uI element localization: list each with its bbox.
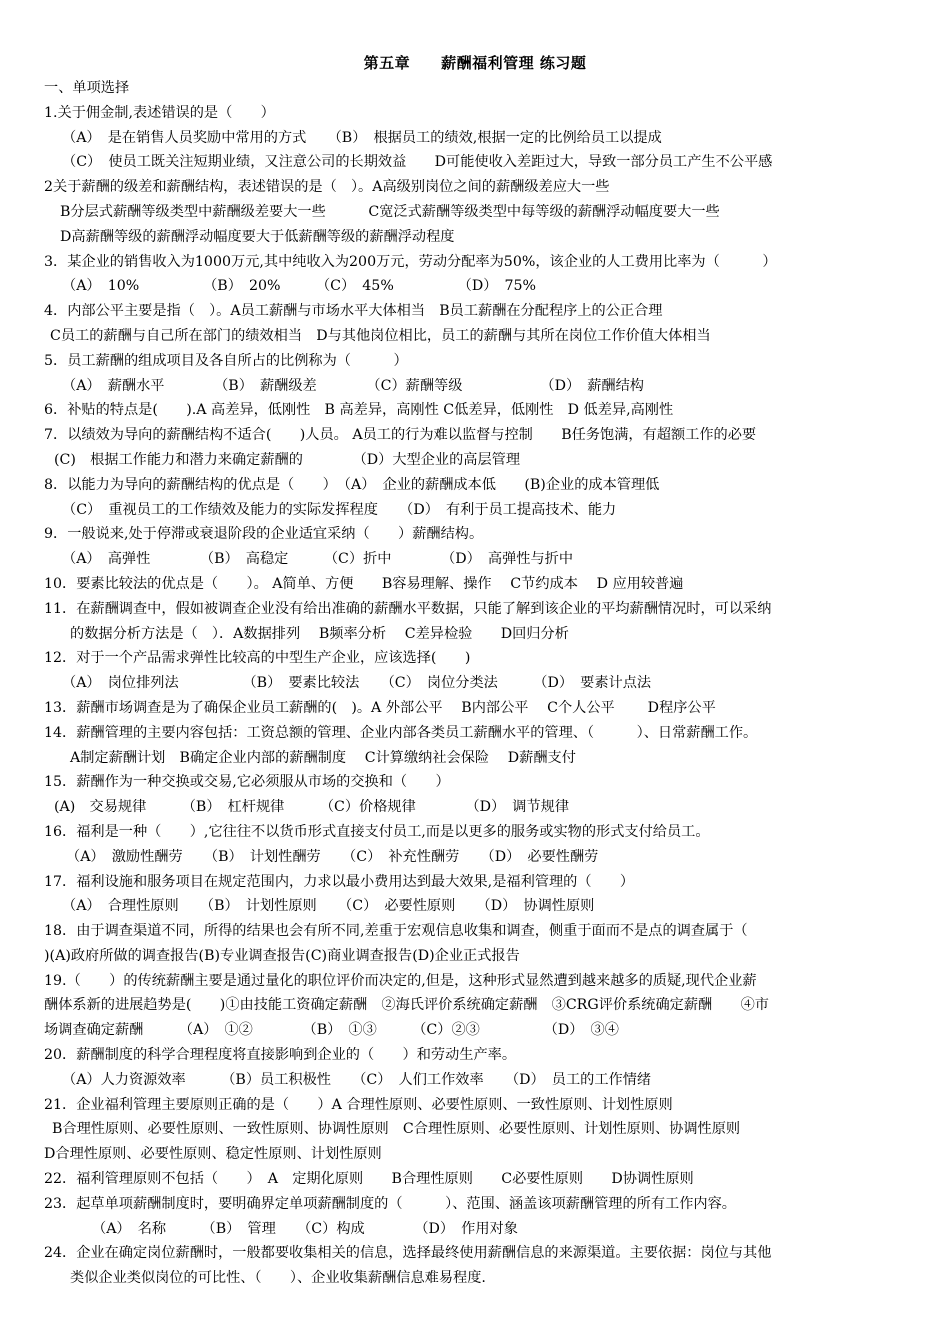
text-line: 9．一般说来,处于停滞或衰退阶段的企业适宜采纳（ ）薪酬结构。 — [44, 526, 484, 543]
text-line: 类似企业类似岗位的可比性、（ ）、企业收集薪酬信息难易程度. — [70, 1270, 486, 1287]
text-line: 21．企业福利管理主要原则正确的是（ ）A 合理性原则、必要性原则、一致性原则、计划性原则 — [44, 1096, 673, 1113]
text-line: 13．薪酬市场调查是为了确保企业员工薪酬的( )。A 外部公平 B内部公平 C个人公平 D程序公平 — [44, 699, 716, 716]
text-line: A制定薪酬计划 B确定企业内部的薪酬制度 C计算缴纳社会保险 D薪酬支付 — [70, 749, 576, 766]
text-line: （A） 薪酬水平 （B） 薪酬级差 （C）薪酬等级 （D） 薪酬结构 — [62, 377, 644, 394]
text-line: （A） 高弹性 （B） 高稳定 （C）折中 （D） 高弹性与折中 — [62, 551, 574, 568]
question-list — [44, 76, 924, 1291]
text-line: 23．起草单项薪酬制度时，要明确界定单项薪酬制度的（ ）、范围、涵盖该项薪酬管理的所有工作内容。 — [44, 1195, 736, 1212]
text-line: 2关于薪酬的级差和薪酬结构，表述错误的是（ ）。A高级别岗位之间的薪酬级差应大一些 — [44, 179, 610, 196]
text-line: )(A)政府所做的调查报告(B)专业调查报告(C)商业调查报告(D)企业正式报告 — [44, 947, 520, 964]
text-line: （C） 重视员工的工作绩效及能力的实际发挥程度 （D） 有利于员工提高技术、能力 — [62, 501, 617, 518]
text-line: （A） 合理性原则 （B） 计划性原则 （C） 必要性原则 （D） 协调性原则 — [62, 898, 595, 915]
text-line: B分层式薪酬等级类型中薪酬级差要大一些 C宽泛式薪酬等级类型中每等级的薪酬浮动幅度要大一些 — [60, 203, 720, 220]
text-line: 4．内部公平主要是指（ ）。A员工薪酬与市场水平大体相当 B员工薪酬在分配程序上的公正合理 — [44, 303, 663, 320]
text-line: （C） 使员工既关注短期业绩，又注意公司的长期效益 D可能使收入差距过大，导致一部分员工产生不公平感 — [62, 154, 773, 171]
text-line: （A）人力资源效率 （B）员工积极性 （C） 人们工作效率 （D） 员工的工作情绪 — [62, 1071, 652, 1088]
document-title: 第五章 薪酬福利管理 练习题 — [363, 54, 587, 72]
text-line: 17．福利设施和服务项目在规定范围内，力求以最小费用达到最大效果,是福利管理的（ ） — [44, 873, 635, 890]
text-line: D高薪酬等级的薪酬浮动幅度要大于低薪酬等级的薪酬浮动程度 — [60, 228, 455, 245]
text-line: 1.关于佣金制,表述错误的是（ ） — [44, 104, 275, 121]
text-line: (C) 根据工作能力和潜力来确定薪酬的 （D）大型企业的高层管理 — [54, 451, 521, 468]
text-line: 19.（ ）的传统薪酬主要是通过量化的职位评价而决定的,但是，这种形式显然遭到越来越多的质疑,现代企业薪 — [44, 972, 757, 989]
text-line: 5．员工薪酬的组成项目及各自所占的比例称为（ ） — [44, 352, 408, 369]
text-line: 15．薪酬作为一种交换或交易,它必须服从市场的交换和（ ） — [44, 774, 450, 791]
text-line: 16．福利是一种（ ）,它往往不以货币形式直接支付员工,而是以更多的服务或实物的形式支付给员工。 — [44, 823, 710, 840]
text-line: 8．以能力为导向的薪酬结构的优点是（ ） （A） 企业的薪酬成本低 (B)企业的成本管理低 — [44, 476, 660, 493]
text-line: 酬体系新的进展趋势是( )①由技能工资确定薪酬 ②海氏评价系统确定薪酬 ③CRG评价系统确定薪酬 ④市 — [44, 997, 769, 1014]
text-line: 7．以绩效为导向的薪酬结构不适合( )人员。 A员工的行为难以监督与控制 B任务饱满，有超额工作的必要 — [44, 427, 757, 444]
text-line: D合理性原则、必要性原则、稳定性原则、计划性原则 — [44, 1146, 382, 1163]
text-line: (A) 交易规律 （B） 杠杆规律 （C）价格规律 （D） 调节规律 — [54, 799, 570, 816]
text-line: 18．由于调查渠道不同，所得的结果也会有所不同,差重于宏观信息收集和调查，侧重于面而不是点的调查属于（ — [44, 923, 748, 940]
text-line: 11．在薪酬调查中，假如被调查企业没有给出准确的薪酬水平数据，只能了解到该企业的平均薪酬情况时，可以采纳 — [44, 600, 772, 617]
text-line: 22．福利管理原则不包括（ ） A 定期化原则 B合理性原则 C必要性原则 D协调性原则 — [44, 1171, 694, 1188]
text-line: 10．要素比较法的优点是（ ）。 A简单、方便 B容易理解、操作 C节约成本 D 应用较普遍 — [44, 575, 684, 592]
text-line: 一、单项选择 — [44, 80, 130, 96]
text-line: 场调查确定薪酬 （A） ①② （B） ①③ （C）②③ （D） ③④ — [44, 1022, 619, 1039]
text-line: 3．某企业的销售收入为1000万元,其中纯收入为200万元，劳动分配率为50%，该企业的人工费用比率为（ ） — [44, 253, 777, 270]
text-line: 的数据分析方法是（ ）．A数据排列 B频率分析 C差异检验 D回归分析 — [70, 625, 569, 642]
text-line: （A） 10% （B） 20% （C） 45% （D） 75% — [62, 278, 537, 295]
text-line: （A） 激励性酬劳 （B） 计划性酬劳 （C） 补充性酬劳 （D） 必要性酬劳 — [66, 848, 599, 865]
text-line: （A） 是在销售人员奖励中常用的方式 （B） 根据员工的绩效,根据一定的比例给员工以提成 — [62, 129, 662, 146]
text-line: （A） 岗位排列法 （B） 要素比较法 （C） 岗位分类法 （D） 要素计点法 — [62, 675, 652, 692]
text-line: B合理性原则、必要性原则、一致性原则、协调性原则 C合理性原则、必要性原则、计划性原则、协调性原则 — [52, 1121, 741, 1138]
text-line: 6．补贴的特点是( ).A 高差异，低刚性 B 高差异，高刚性 C低差异，低刚性 D 低差异,高刚性 — [44, 402, 674, 419]
text-line: 12．对于一个产品需求弹性比较高的中型生产企业，应该选择( ) — [44, 650, 471, 667]
text-line: 14．薪酬管理的主要内容包括：工资总额的管理、企业内部各类员工薪酬水平的管理、（ ）、日常薪酬工作。 — [44, 724, 758, 741]
text-line: （A） 名称 （B） 管理 （C）构成 （D） 作用对象 — [92, 1220, 518, 1237]
text-line: C员工的薪酬与自己所在部门的绩效相当 D与其他岗位相比，员工的薪酬与其所在岗位工作价值大体相当 — [50, 327, 711, 344]
text-line: 24．企业在确定岗位薪酬时，一般都要收集相关的信息，选择最终使用薪酬信息的来源渠道。主要依据：岗位与其他 — [44, 1245, 772, 1262]
text-line: 20．薪酬制度的科学合理程度将直接影响到企业的（ ）和劳动生产率。 — [44, 1047, 517, 1064]
